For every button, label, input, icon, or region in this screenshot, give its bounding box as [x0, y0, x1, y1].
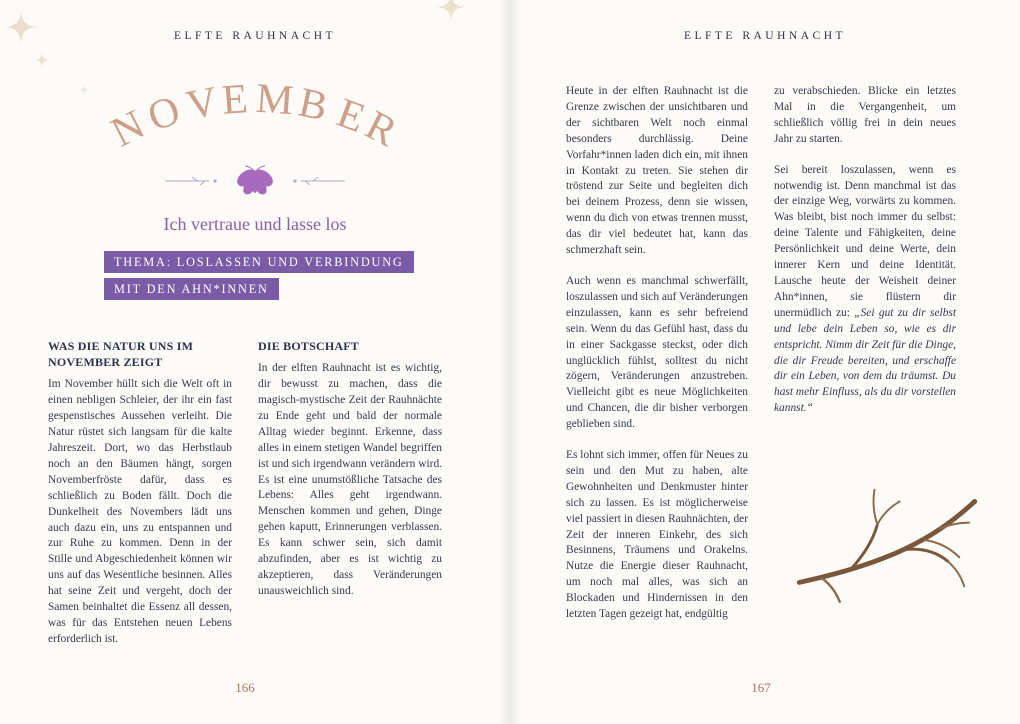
flourish-right-icon — [285, 174, 347, 188]
left-page-columns — [48, 338, 442, 648]
body-text: In der elften Rauhnacht ist es wichtig, dir bewusst zu machen, dass die magisch-mystische Zeit der Rauhnächte zu Ende geht und bald der normale Alltag wieder beginnt. Erkenne, dass alles in einem stetigen Wandel begriffen ist und sich irgendwann verändern wird. Es ist eine unumstößliche Tatsache des Lebens: Alles geht irgendwann. Menschen kommen und gehen, Dinge gehen kaputt, Erinnerungen verblassen. Es kann schwer sein, sich damit abzufinden, aber es ist wichtig zu akzeptieren, dass Veränderungen unausweichlich sind. — [258, 362, 442, 597]
body-text: Es lohnt sich immer, offen für Neues zu sein und den Mut zu haben, alte Gewohnheiten und Denkmuster hinter sich zu lassen. Es ist möglicherweise viel passiert in diesen Rauhnächten, der Zeit der inneren Einkehr, des sich Besinnens, Träumens und Orakelns. Nutze die Energie dieser Rauhnacht, um noch mal alles, was sich an Blockaden und Hindernissen in den letzten Tagen gezeigt hat, endgültig — [566, 449, 748, 621]
section-heading-botschaft: DIE BOTSCHAFT — [258, 339, 359, 353]
flourish-left-icon — [163, 174, 225, 188]
moth-icon — [233, 163, 277, 199]
column-nature — [48, 338, 232, 648]
right-page — [510, 0, 1020, 724]
theme-banner-line: THEMA: LOSLASSEN UND VERBINDUNG — [104, 251, 414, 273]
body-text-lead: Sei bereit loszulassen, wenn es notwendig ist. Denn manchmal ist das der einzige Weg, vorwärts zu kommen. Was bleibt, bist noch immer du selbst: deine Talente und Fähigkeiten, deine Persönlichkeit und deine Werte, dein innerer Kern und deine Identität. Lausche heute der Weisheit deiner Ahn*innen, sie flüstern dir unermüdlich zu: — [774, 163, 956, 319]
page-number: 167 — [751, 680, 771, 695]
column-botschaft — [258, 338, 442, 648]
body-text: Heute in der elften Rauhnacht ist die Grenze zwischen der unsichtbaren und der sichtbaren Welt noch einmal besonders durchlässig. Deine Vorfahr*innen laden dich ein, mit ihnen in Kontakt zu treten. Sie stehen dir tröstend zur Seite und begleiten dich bei deinem Prozess, denn sie wissen, wenn du dich von etwas trennen musst, das dir viel bedeutet hat, kann das schmerzhaft sein. — [566, 85, 748, 257]
page-number: 166 — [235, 680, 255, 695]
theme-banner-line: MIT DEN AHN*INNEN — [104, 278, 279, 300]
month-letter: N — [104, 101, 153, 157]
month-letter: E — [330, 89, 371, 143]
section-heading-nature: WAS DIE NATUR UNS IM NOVEMBER ZEIGT — [48, 339, 194, 370]
month-title — [104, 75, 404, 158]
body-text: Auch wenn es manchmal schwerfällt, loszulassen und sich auf Veränderungen einzulassen, kann es sehr befreiend sein. Wenn du das Gefühl hast, dass du in einer Sackgasse steckst, oder dich unglücklich fühlst, solltest du nicht zögern, Veränderungen anzustreben. Vielleicht gibt es neue Möglichkeiten und Chancen, die dir bisher verborgen geblieben sind. — [566, 274, 748, 431]
branch-icon — [792, 486, 982, 621]
moth-ornament — [0, 162, 510, 200]
running-head: ELFTE RAUHNACHT — [683, 30, 847, 42]
month-letter: M — [254, 75, 295, 125]
body-text — [774, 163, 956, 418]
theme-banner — [104, 251, 510, 300]
month-letter: B — [294, 79, 332, 131]
month-letter: R — [358, 102, 404, 156]
month-letter: O — [142, 87, 187, 141]
column-left — [566, 84, 748, 623]
ancestor-quote: „Sei gut zu dir selbst und lebe dein Leben so, wie es dir entspricht. Nimm dir Zeit für die Dinge, die dir Freude bereiten, und erschaffe dir ein Leben, von dem du träumst. Du hast mehr Einfluss, als du dir vorstellen kannst.“ — [774, 306, 956, 415]
body-text: zu verabschieden. Blicke ein letztes Mal in die Vergangenheit, um schließlich völlig frei in dein neues Jahr zu starten. — [774, 85, 956, 145]
month-letter: V — [182, 78, 222, 130]
running-head: ELFTE RAUHNACHT — [173, 30, 337, 42]
affirmation-text: Ich vertraue und lasse los — [163, 214, 347, 234]
month-letter: E — [220, 76, 250, 124]
body-text: Im November hüllt sich die Welt oft in einen nebligen Schleier, der ihr ein fast gespenstisches Aussehen verleiht. Die Natur rüstet sich langsam für die kalte Jahreszeit. Dort, wo das Herbstlaub noch an den Bäumen hängt, sorgen Novemberfröste dafür, dass es schließlich zu Boden fällt. Doch die Dunkelheit des Novembers lädt uns auch dazu ein, uns zu entspannen und zur Ruhe zu kommen. Denn in der Stille und Abgeschiedenheit können wir uns auf das Wesentliche besinnen. Alles hat seine Zeit und vergeht, doch der Samen beinhaltet die Essenz all dessen, was für das Entstehen neuen Lebens erforderlich ist. — [48, 378, 232, 645]
